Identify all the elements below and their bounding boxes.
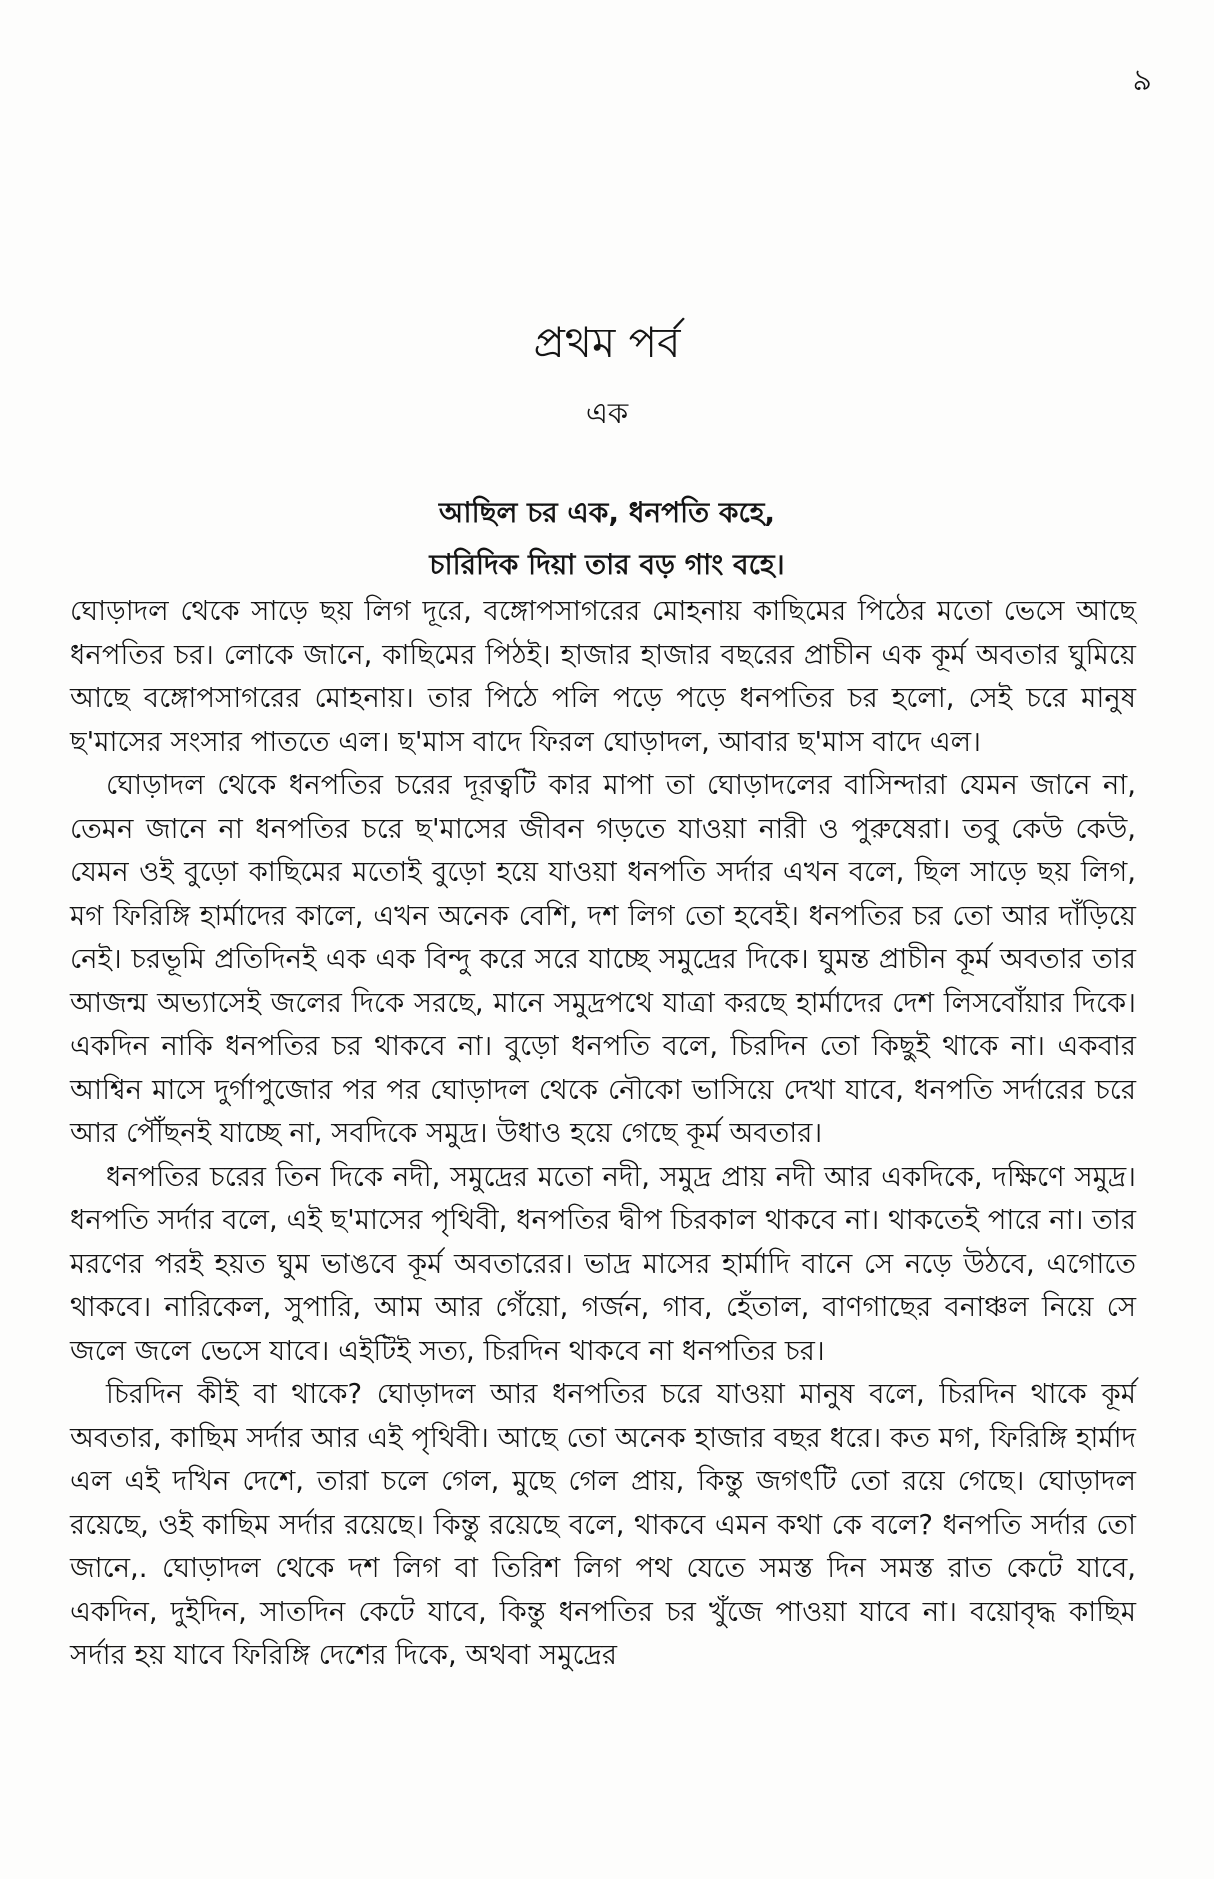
page-number: ৯: [1132, 63, 1152, 98]
part-title: প্রথম পর্ব: [533, 318, 681, 367]
paragraph-3: ধনপতির চরের তিন দিকে নদী, সমুদ্রের মতো নদী, সমুদ্র প্রায় নদী আর একদিকে, দক্ষিণে সমুদ্র। ধনপতি সর্দার বলে, এই ছ'মাসের পৃথিবী, ধনপতির দ্বীপ চিরকাল থাকবে না। থাকতেই পারে না। তার মরণের পরই হয়ত ঘুম ভাঙবে কূর্ম অবতারের। ভাদ্র মাসের হার্মাদি বানে সে নড়ে উঠবে, এগোতে থাকবে। নারিকেল, সুপারি, আম আর গেঁয়ো, গর্জন, গাব, হেঁতাল, বাণগাছের বনাঞ্চল নিয়ে সে জলে জলে ভেসে যাবে। এইটিই সত্য, চিরদিন থাকবে না ধনপতির চর।: [70, 1160, 1136, 1367]
paragraph-1: ঘোড়াদল থেকে সাড়ে ছয় লিগ দূরে, বঙ্গোপসাগরের মোহনায় কাছিমের পিঠের মতো ভেসে আছে ধনপতির চর। লোকে জানে, কাছিমের পিঠই। হাজার হাজার বছরের প্রাচীন এক কূর্ম অবতার ঘুমিয়ে আছে বঙ্গোপসাগরের মোহনায়। তার পিঠে পলি পড়ে পড়ে ধনপতির চর হলো, সেই চরে মানুষ ছ'মাসের সংসার পাততে এল। ছ'মাস বাদে ফিরল ঘোড়াদল, আবার ছ'মাস বাদে এল।: [70, 595, 1136, 758]
chapter-title: এক: [585, 396, 629, 430]
epigraph-line-2: চারিদিক দিয়া তার বড় গাং বহে।: [429, 548, 785, 581]
body-text: [70, 590, 1136, 1678]
epigraph: [0, 487, 1214, 591]
epigraph-line-1: আছিল চর এক, ধনপতি কহে,: [438, 496, 776, 529]
paragraph-4: চিরদিন কীই বা থাকে? ঘোড়াদল আর ধনপতির চরে যাওয়া মানুষ বলে, চিরদিন থাকে কূর্ম অবতার, কাছিম সর্দার আর এই পৃথিবী। আছে তো অনেক হাজার বছর ধরে। কত মগ, ফিরিঙ্গি হার্মাদ এল এই দখিন দেশে, তারা চলে গেল, মুছে গেল প্রায়, কিন্তু জগৎটি তো রয়ে গেছে। ঘোড়াদল রয়েছে, ওই কাছিম সর্দার রয়েছে। কিন্তু রয়েছে বলে, থাকবে এমন কথা কে বলে? ধনপতি সর্দার তো জানে,. ঘোড়াদল থেকে দশ লিগ বা তিরিশ লিগ পথ যেতে সমস্ত দিন সমস্ত রাত কেটে যাবে, একদিন, দুইদিন, সাতদিন কেটে যাবে, কিন্তু ধনপতির চর খুঁজে পাওয়া যাবে না। বয়োবৃদ্ধ কাছিম সর্দার হয় যাবে ফিরিঙ্গি দেশের দিকে, অথবা সমুদ্রের: [70, 1378, 1136, 1671]
paragraph-2: ঘোড়াদল থেকে ধনপতির চরের দূরত্বটি কার মাপা তা ঘোড়াদলের বাসিন্দারা যেমন জানে না, তেমন জানে না ধনপতির চরে ছ'মাসের জীবন গড়তে যাওয়া নারী ও পুরুষেরা। তবু কেউ কেউ, যেমন ওই বুড়ো কাছিমের মতোই বুড়ো হয়ে যাওয়া ধনপতি সর্দার এখন বলে, ছিল সাড়ে ছয় লিগ, মগ ফিরিঙ্গি হার্মাদের কালে, এখন অনেক বেশি, দশ লিগ তো হবেই। ধনপতির চর তো আর দাঁড়িয়ে নেই। চরভূমি প্রতিদিনই এক এক বিন্দু করে সরে যাচ্ছে সমুদ্রের দিকে। ঘুমন্ত প্রাচীন কূর্ম অবতার তার আজন্ম অভ্যাসেই জলের দিকে সরছে, মানে সমুদ্রপথে যাত্রা করছে হার্মাদের দেশ লিসবোঁয়ার দিকে। একদিন নাকি ধনপতির চর থাকবে না। বুড়ো ধনপতি বলে, চিরদিন তো কিছুই থাকে না। একবার আশ্বিন মাসে দুর্গাপুজোর পর পর ঘোড়াদল থেকে নৌকো ভাসিয়ে দেখা যাবে, ধনপতি সর্দারের চরে আর পৌঁছনই যাচ্ছে না, সবদিকে সমুদ্র। উধাও হয়ে গেছে কূর্ম অবতার।: [70, 769, 1136, 1149]
